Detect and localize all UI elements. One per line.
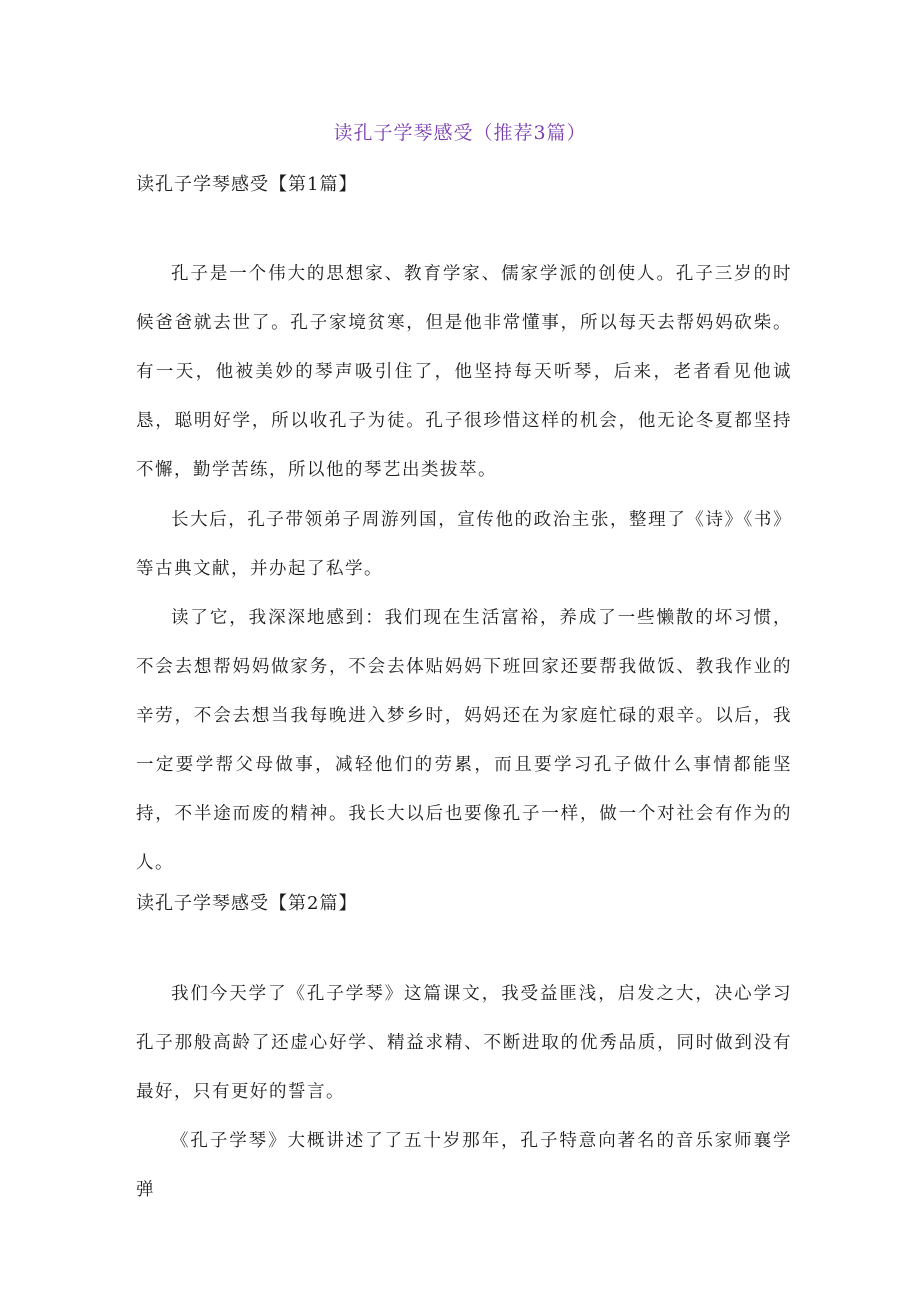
section-1-paragraph-3: 读了它，我深深地感到：我们现在生活富裕，养成了一些懒散的坏习惯，不会去想帮妈妈做家务，不会去体贴妈妈下班回家还要帮我做饭、教我作业的辛劳，不会去想当我每晚进入梦乡时，妈妈还在为家庭忙碌的艰辛。以后，我一定要学帮父母做事，减轻他们的劳累，而且要学习孔子做什么事情都能坚持，不半途而废的精神。我长大以后也要像孔子一样，做一个对社会有作为的人。 <box>136 608 792 873</box>
section-1-paragraph-2: 长大后，孔子带领弟子周游列国，宣传他的政治主张，整理了《诗》《书》等古典文献，并办起了私学。 <box>136 510 792 579</box>
section-2-paragraph-2: 《孔子学琴》大概讲述了了五十岁那年，孔子特意向著名的音乐家师襄学弹 <box>136 1131 792 1200</box>
section-2-paragraph-1: 我们今天学了《孔子学琴》这篇课文，我受益匪浅，启发之大，决心学习孔子那般高龄了还虚心好学、精益求精、不断进取的优秀品质，同时做到没有最好，只有更好的誓言。 <box>136 984 792 1102</box>
document-title: 读孔子学琴感受（推荐3篇） <box>333 122 587 144</box>
section-2-heading: 读孔子学琴感受【第2篇】 <box>136 893 358 914</box>
section-1-heading: 读孔子学琴感受【第1篇】 <box>136 174 358 195</box>
section-1-paragraph-1: 孔子是一个伟大的思想家、教育学家、儒家学派的创使人。孔子三岁的时候爸爸就去世了。孔子家境贫寒，但是他非常懂事，所以每天去帮妈妈砍柴。有一天，他被美妙的琴声吸引住了，他坚持每天听琴，后来，老者看见他诚恳，聪明好学，所以收孔子为徒。孔子很珍惜这样的机会，他无论冬夏都坚持不懈，勤学苦练，所以他的琴艺出类拔萃。 <box>136 264 792 480</box>
